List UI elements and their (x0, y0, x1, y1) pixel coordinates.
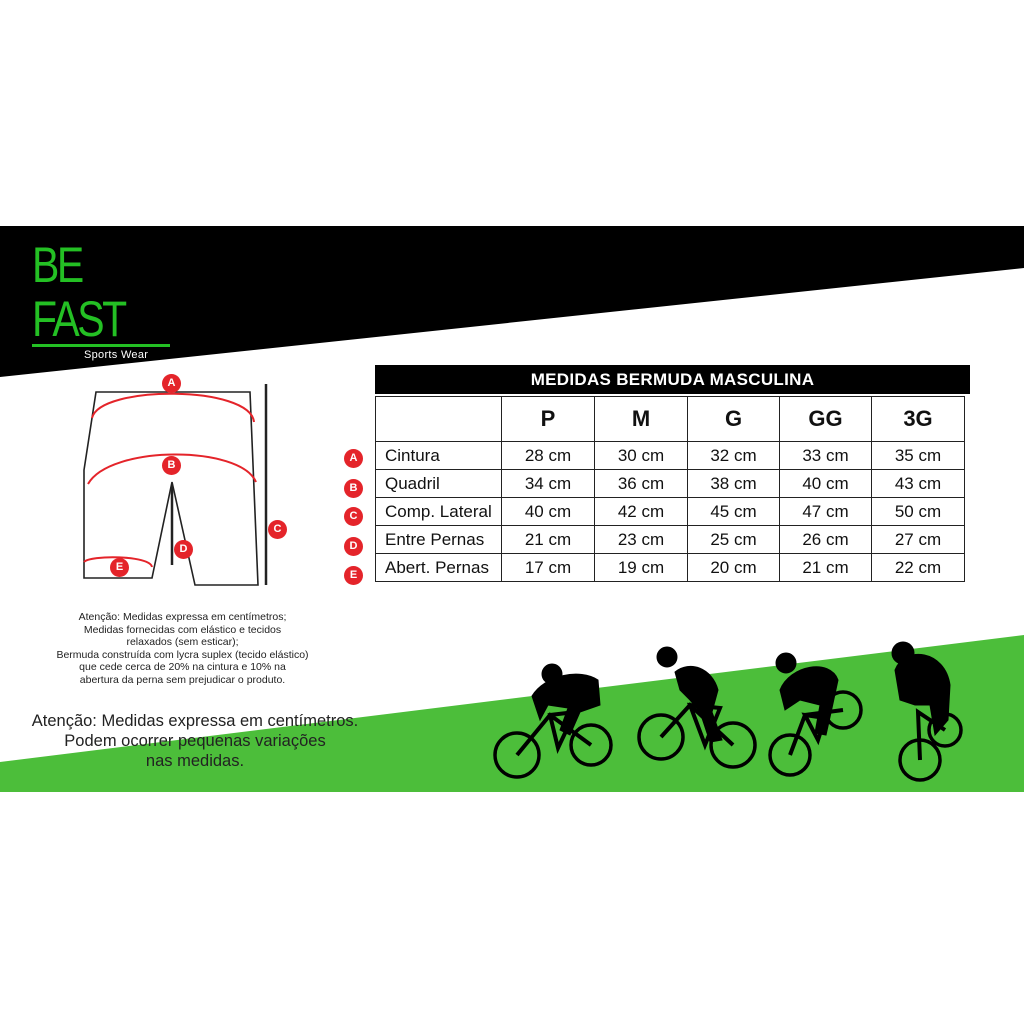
size-table (375, 396, 965, 582)
brand-tagline: Sports Wear (84, 349, 149, 361)
table-cell: 30 cm (595, 442, 688, 470)
care-note-line: relaxados (sem esticar); (126, 636, 239, 648)
table-cell: 47 cm (780, 498, 872, 526)
table-cell: 25 cm (688, 526, 780, 554)
diagram-marker-d: D (174, 540, 193, 559)
table-cell: 28 cm (502, 442, 595, 470)
row-marker-b: B (344, 479, 363, 498)
table-cell: 35 cm (872, 442, 965, 470)
table-cell: 42 cm (595, 498, 688, 526)
variation-note-line: nas medidas. (145, 752, 245, 770)
variation-note-line: Podem ocorrer pequenas variações (64, 732, 326, 750)
table-cell: 23 cm (595, 526, 688, 554)
table-cell: 45 cm (688, 498, 780, 526)
table-cell: 40 cm (780, 470, 872, 498)
size-header-row (376, 397, 965, 442)
row-marker-c: C (344, 507, 363, 526)
table-cell: 50 cm (872, 498, 965, 526)
row-label: Cintura (376, 442, 502, 470)
care-note-line: Bermuda construída com lycra suplex (tecido elástico) (56, 648, 309, 661)
size-header: 3G (872, 397, 965, 442)
table-cell: 38 cm (688, 470, 780, 498)
variation-note (10, 711, 380, 771)
brand-logo (32, 238, 182, 361)
row-marker-a: A (344, 449, 363, 468)
table-cell: 34 cm (502, 470, 595, 498)
table-row (376, 470, 965, 498)
size-header: G (688, 397, 780, 442)
care-note-line: que cede cerca de 20% na cintura e 10% na (79, 661, 286, 673)
brand-name: BE FAST (32, 237, 125, 347)
table-cell: 17 cm (502, 554, 595, 582)
variation-note-line: Atenção: Medidas expressa em centímetros. (31, 712, 359, 730)
care-note (40, 611, 325, 686)
table-cell: 20 cm (688, 554, 780, 582)
table-row (376, 498, 965, 526)
size-header: P (502, 397, 595, 442)
table-cell: 32 cm (688, 442, 780, 470)
table-cell: 36 cm (595, 470, 688, 498)
size-header: M (595, 397, 688, 442)
row-label: Quadril (376, 470, 502, 498)
table-cell: 19 cm (595, 554, 688, 582)
care-note-line: Atenção: Medidas expressa em centímetros; (78, 611, 287, 623)
table-cell: 43 cm (872, 470, 965, 498)
table-cell: 21 cm (502, 526, 595, 554)
care-note-line: Medidas fornecidas com elástico e tecidos (83, 623, 282, 636)
row-label: Abert. Pernas (376, 554, 502, 582)
table-cell: 33 cm (780, 442, 872, 470)
row-marker-e: E (344, 566, 363, 585)
row-label: Entre Pernas (376, 526, 502, 554)
diagram-marker-e: E (110, 558, 129, 577)
diagram-marker-a: A (162, 374, 181, 393)
table-row (376, 554, 965, 582)
row-marker-d: D (344, 537, 363, 556)
diagram-marker-b: B (162, 456, 181, 475)
table-row (376, 526, 965, 554)
table-cell: 22 cm (872, 554, 965, 582)
size-header: GG (780, 397, 872, 442)
table-cell: 26 cm (780, 526, 872, 554)
table-cell: 40 cm (502, 498, 595, 526)
diagram-marker-c: C (268, 520, 287, 539)
table-cell: 21 cm (780, 554, 872, 582)
table-cell: 27 cm (872, 526, 965, 554)
care-note-line: abertura da perna sem prejudicar o produto. (79, 673, 286, 686)
table-row (376, 442, 965, 470)
row-label: Comp. Lateral (376, 498, 502, 526)
size-header-empty (376, 397, 502, 442)
table-title: MEDIDAS BERMUDA MASCULINA (375, 365, 970, 394)
